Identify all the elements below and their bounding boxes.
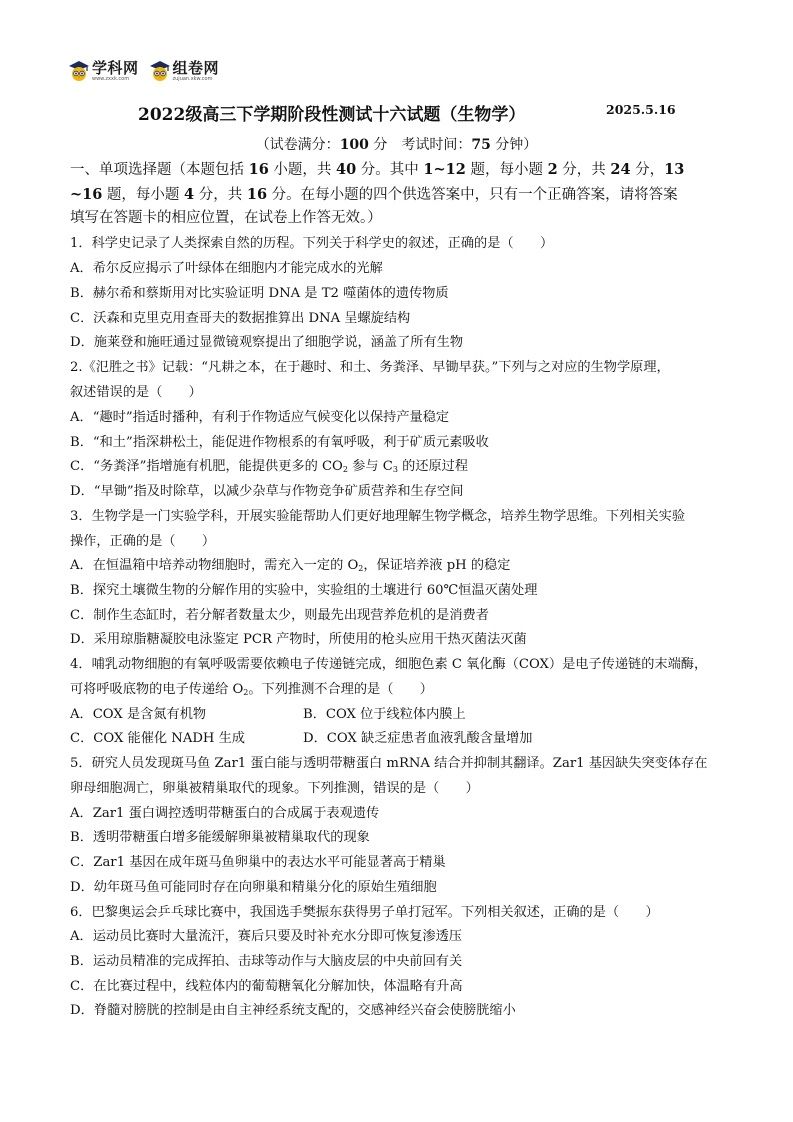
question-stem: 操作，正确的是（ ） [70, 534, 216, 549]
answer-option: D．施莱登和施旺通过显微镜观察提出了细胞学说，涵盖了所有生物 [70, 335, 464, 350]
answer-option: D．COX 缺乏症患者血液乳酸含量增加 [303, 731, 533, 746]
answer-option: B．运动员精准的完成挥拍、击球等动作与大脑皮层的中央前回有关 [70, 954, 463, 969]
answer-option: A．COX 是含氮有机物 [70, 707, 207, 722]
question-stem: 1．科学史记录了人类探索自然的历程。下列关于科学史的叙述，正确的是（ ） [70, 236, 554, 251]
question-stem: 4．哺乳动物细胞的有氧呼吸需要依赖电子传递链完成，细胞色素 C 氧化酶（COX）是电子传递链的末端酶， [70, 657, 708, 672]
answer-option: C．“务粪泽”指增施有机肥，能提供更多的 $CO_2$ 参与 $C_3$ 的还原过程 [70, 459, 469, 474]
title-line [0, 100, 793, 126]
answer-option: B．透明带糖蛋白增多能缓解卵巢被精巢取代的现象 [70, 830, 370, 845]
section-instructions: ~16 题，每小题 4 分，共 16 分。在每小题的四个供选答案中，只有一个正确答案，请将答案 [70, 186, 678, 203]
exam-date: 2025.5.16 [606, 102, 676, 117]
answer-option: A．Zar1 蛋白调控透明带糖蛋白的合成属于表观遗传 [70, 806, 380, 821]
question-stem: 3．生物学是一门实验学科，开展实验能帮助人们更好地理解生物学概念，培养生物学思维。下列相关实验 [70, 509, 686, 524]
logo-name: 学科网 [92, 58, 139, 77]
xuekewang-logo[interactable] [68, 60, 139, 82]
logo-url: www.zxxk.com [92, 75, 130, 82]
owl-icon [68, 60, 90, 82]
section-instructions: 填写在答题卡的相应位置，在试卷上作答无效。） [70, 210, 382, 226]
question-stem: 可将呼吸底物的电子传递给 $O_2$。下列推测不合理的是（ ） [70, 682, 433, 697]
answer-option: A．在恒温箱中培养动物细胞时，需充入一定的 $O_2$，保证培养液 pH 的稳定 [70, 558, 511, 573]
answer-option: C．制作生态缸时，若分解者数量太少，则最先出现营养危机的是消费者 [70, 608, 489, 623]
logo-name: 组卷网 [172, 58, 220, 77]
question-stem: 2.《氾胜之书》记载：“凡耕之本，在于趣时、和土、务粪泽、早锄早获。”下列与之对应的生物学原理， [70, 360, 670, 375]
answer-option: B．探究土壤微生物的分解作用的实验中，实验组的土壤进行 60℃恒温灭菌处理 [70, 583, 538, 598]
answer-option: D．脊髓对膀胱的控制是由自主神经系统支配的，交感神经兴奋会使膀胱缩小 [70, 1003, 516, 1018]
owl-icon [149, 60, 171, 82]
question-stem: 6．巴黎奥运会乒乓球比赛中，我国选手樊振东获得男子单打冠军。下列相关叙述，正确的是（ ） [70, 905, 659, 920]
answer-option: A．运动员比赛时大量流汗，赛后只要及时补充水分即可恢复渗透压 [70, 929, 462, 944]
answer-option: B．“和土”指深耕松土，能促进作物根系的有氧呼吸，利于矿质元素吸收 [70, 435, 489, 450]
logo-url: zujuan.xkw.com [172, 75, 213, 82]
answer-option: C．在比赛过程中，线粒体内的葡萄糖氧化分解加快，体温略有升高 [70, 979, 463, 994]
answer-option: A．“趣时”指适时播种，有利于作物适应气候变化以保持产量稳定 [70, 410, 450, 425]
page-title: 2022级高三下学期阶段性测试十六试题（生物学） [138, 105, 526, 125]
answer-option: B．COX 位于线粒体内膜上 [303, 707, 466, 722]
answer-option: C．COX 能催化 NADH 生成 [70, 731, 245, 746]
answer-option: B．赫尔希和蔡斯用对比实验证明 DNA 是 T2 噬菌体的遗传物质 [70, 286, 449, 301]
logo-strip [68, 58, 219, 84]
answer-option: A．希尔反应揭示了叶绿体在细胞内才能完成水的光解 [70, 261, 383, 276]
question-stem: 5．研究人员发现斑马鱼 Zar1 蛋白能与透明带糖蛋白 mRNA 结合并抑制其翻译。Zar1 基因缺失突变体存在 [70, 756, 708, 771]
answer-option: C．Zar1 基因在成年斑马鱼卵巢中的表达水平可能显著高于精巢 [70, 855, 446, 870]
exam-subtitle: （试卷满分：100 分 考试时间：75 分钟） [255, 137, 538, 153]
answer-option: D．采用琼脂糖凝胶电泳鉴定 PCR 产物时，所使用的枪头应用干热灭菌法灭菌 [70, 632, 527, 647]
answer-option-row [70, 707, 466, 723]
zujuanwang-logo[interactable] [149, 60, 220, 82]
answer-option: D．幼年斑马鱼可能同时存在向卵巢和精巢分化的原始生殖细胞 [70, 880, 437, 895]
section-instructions: 一、单项选择题（本题包括 16 小题，共 40 分。其中 1~12 题，每小题 2 分，共 24 分，13 [70, 161, 685, 178]
question-stem: 叙述错误的是（ ） [70, 385, 202, 400]
question-stem: 卵母细胞凋亡，卵巢被精巢取代的现象。下列推测，错误的是（ ） [70, 781, 479, 796]
answer-option-row [70, 731, 533, 747]
answer-option: D．“早锄”指及时除草，以减少杂草与作物竞争矿质营养和生存空间 [70, 484, 464, 499]
answer-option: C．沃森和克里克用查哥夫的数据推算出 DNA 呈螺旋结构 [70, 311, 411, 326]
